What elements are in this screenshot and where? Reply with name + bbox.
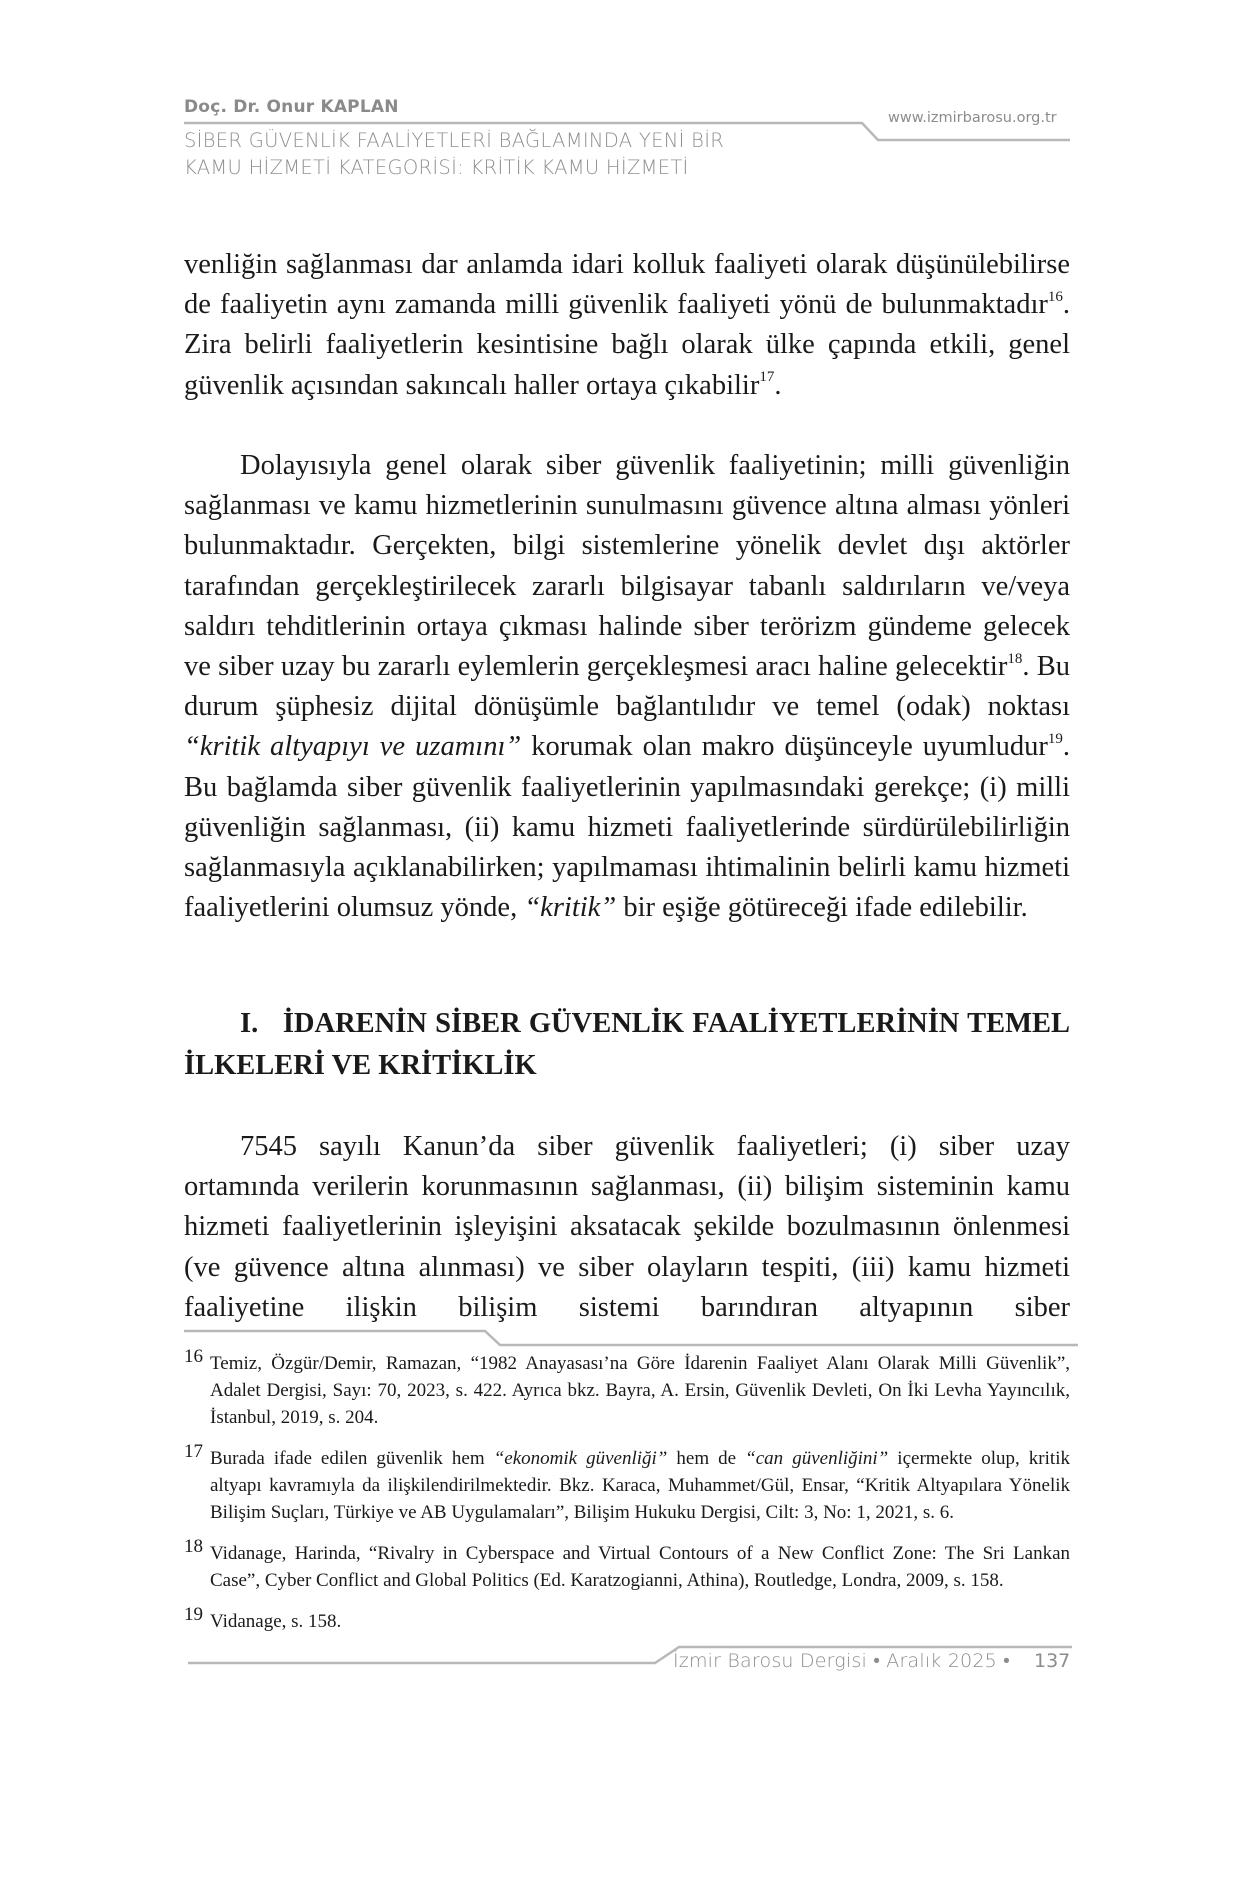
text-segment: . Bu bağlamda siber güvenlik faaliyetlerinin yapılmasındaki gerekçe; (i) milli güvenliğin sağlanması, (ii) kamu hizmeti faaliyetlerinde sürdürülebilirliğin sağlanmasıyla açıklanabilirken; yapılmaması ihtimalinin belirli kamu hizmeti faaliyetlerini olumsuz yönde, — [184, 731, 1070, 924]
footnote-18 — [184, 1536, 1070, 1594]
body-paragraph-1 — [184, 245, 1070, 406]
section-heading — [184, 1003, 1070, 1087]
text-segment: korumak olan makro düşünceyle uyumludur — [521, 731, 1048, 763]
text-segment: Dolayısıyla genel olarak siber güvenlik faaliyetinin; milli güvenliğin sağlanması ve kamu hizmetlerinin sunulmasını güvence altına alması yönleri bulunmaktadır. Gerçekten, bilgi sistemlerine yönelik devlet dışı aktörler tarafından gerçekleştirilecek zararlı bilgisayar tabanlı saldırıların ve/veya saldırı tehditlerinin ortaya çıkması halinde siber terörizm gündeme gelecek ve siber uzay bu zararlı eylemlerin gerçekleşmesi aracı haline gelecektir — [184, 450, 1070, 683]
section-title: İDARENİN SİBER GÜVENLİK FAALİYETLERİNİN TEMEL İLKELERİ VE KRİTİKLİK — [184, 1008, 1070, 1081]
footnotes — [184, 1346, 1070, 1649]
website-url[interactable]: www.izmirbarosu.org.tr — [888, 110, 1057, 126]
body-paragraph-2 — [184, 446, 1070, 928]
footnote-ref-18[interactable]: 18 — [1007, 650, 1023, 667]
italic-quote: “can güvenliğini” — [745, 1448, 889, 1469]
body-paragraph-3 — [184, 1127, 1070, 1328]
footnote-separator — [184, 1331, 1078, 1345]
text-segment: içermekte olup, kritik altyapı kavramıyla da ilişkilendirilmektedir. Bkz. Karaca, Muhammet/Gül, Ensar, “Kritik Altyapılara Yönelik Bilişim Suçları, Türkiye ve AB Uygulamaları”, Bilişim Hukuku Dergisi, Cilt: 3, No: 1, 2021, s. 6. — [210, 1448, 1070, 1523]
running-header-author: Doç. Dr. Onur KAPLAN — [184, 97, 399, 117]
text-segment: bir eşiğe götüreceği ifade edilebilir. — [616, 892, 1028, 924]
footnote-ref-16[interactable]: 16 — [1047, 288, 1063, 305]
footnote-number: 17 — [184, 1441, 203, 1462]
italic-quote: “kritik altyapıyı ve uzamını” — [184, 731, 522, 763]
italic-quote: “kritik” — [524, 892, 617, 924]
footnote-text: Vidanage, s. 158. — [210, 1611, 342, 1632]
page-number: 137 — [1034, 1650, 1071, 1672]
text-segment: . — [774, 369, 782, 401]
footnote-17 — [184, 1441, 1070, 1526]
text-segment: hem de — [667, 1448, 746, 1469]
footnote-ref-19[interactable]: 19 — [1047, 730, 1063, 747]
footnote-text: Vidanage, Harinda, “Rivalry in Cyberspace and Virtual Contours of a New Conflict Zone: The Sri Lankan Case”, Cyber Conflict and Global Politics (Ed. Karatzogianni, Athina), Routledge, Londra, 2009, s. 158. — [210, 1543, 1070, 1591]
running-header-title — [184, 127, 804, 181]
running-header-title-line2: KAMU HİZMETİ KATEGORİSİ: KRİTİK KAMU HİZMETİ — [184, 156, 689, 179]
running-header-title-line1: SİBER GÜVENLİK FAALİYETLERİ BAĞLAMINDA YENİ BİR — [184, 129, 725, 152]
text-segment: venliğin sağlanması dar anlamda idari kolluk faaliyeti olarak düşünülebilirse de faaliyetin aynı zamanda milli güvenlik faaliyeti yönü de bulunmaktadır — [184, 249, 1070, 321]
footnote-number: 18 — [184, 1536, 203, 1557]
footnote-19 — [184, 1604, 1070, 1635]
footnote-16 — [184, 1346, 1070, 1431]
footer-journal-info: İzmir Barosu Dergisi • Aralık 2025 • — [673, 1650, 1010, 1672]
footnote-text: Temiz, Özgür/Demir, Ramazan, “1982 Anayasası’na Göre İdarenin Faaliyet Alanı Olarak Milli Güvenlik”, Adalet Dergisi, Sayı: 70, 2023, s. 422. Ayrıca bkz. Bayra, A. Ersin, Güvenlik Devleti, On İki Levha Yayıncılık, İstanbul, 2019, s. 204. — [210, 1353, 1070, 1428]
text-segment: . Bu durum şüphesiz dijital dönüşümle bağlantılıdır ve temel (odak) noktası — [184, 651, 1070, 723]
text-segment: . Zira belirli faaliyetlerin kesintisine bağlı olarak ülke çapında etkili, genel güvenlik açısından sakıncalı haller ortaya çıkabilir — [184, 289, 1070, 401]
paragraph-text: 7545 sayılı Kanun’da siber güvenlik faaliyetleri; (i) siber uzay ortamında verilerin korunmasının sağlanması, (ii) bilişim sisteminin kamu hizmeti faaliyetlerinin işleyişini aksatacak şekilde bozulmasının önlenmesi (ve güvence altına alınması) ve siber olayların tespiti, (iii) kamu hizmeti faaliyetine ilişkin bilişim sistemi barındıran altyapının siber — [184, 1131, 1070, 1323]
footnote-number: 19 — [184, 1604, 203, 1625]
section-number: I. — [240, 1008, 259, 1039]
footnote-number: 16 — [184, 1346, 203, 1367]
footnote-text — [210, 1445, 1070, 1526]
footnote-ref-17[interactable]: 17 — [759, 369, 775, 386]
text-segment: Burada ifade edilen güvenlik hem — [210, 1448, 494, 1469]
italic-quote: “ekonomik güvenliği” — [493, 1448, 668, 1469]
